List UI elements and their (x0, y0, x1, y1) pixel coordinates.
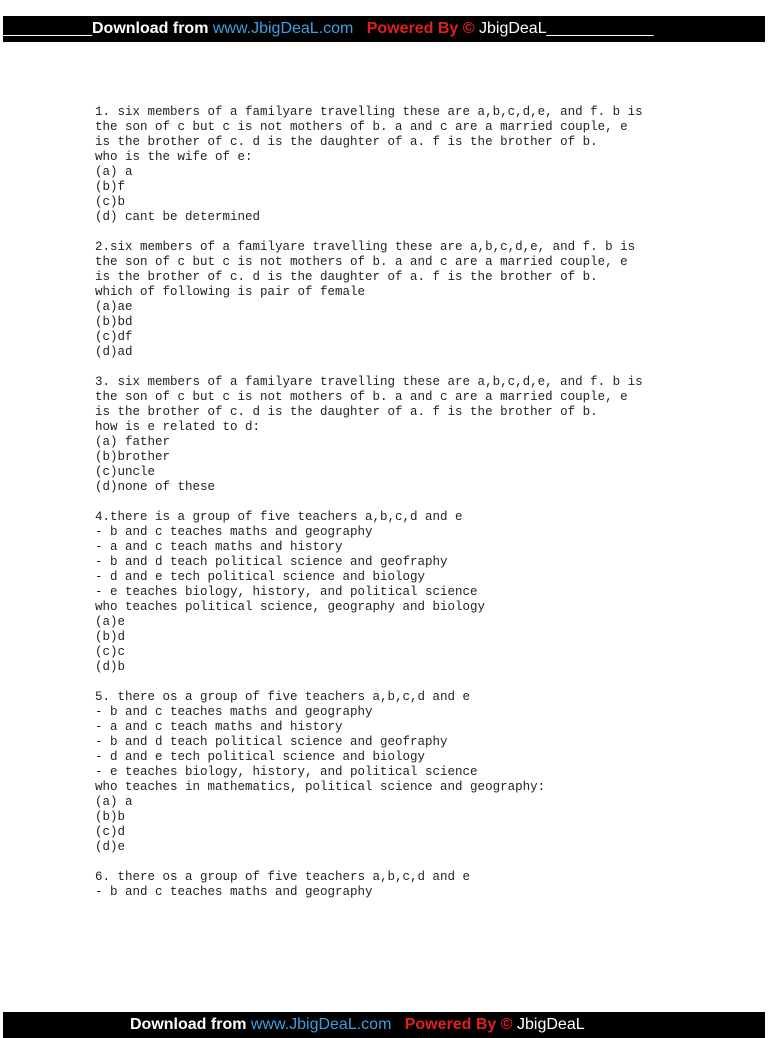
question-line: (d)none of these (95, 480, 216, 494)
question-line: (a) a (95, 165, 133, 179)
banner-trailing-underscores: ____________ (546, 20, 654, 37)
banner-powered-by: Powered By © (366, 20, 475, 37)
question-line: who teaches in mathematics, political science and geography: (95, 780, 546, 794)
question-line: which of following is pair of female (95, 285, 366, 299)
question-line: is the brother of c. d is the daughter of a. f is the brother of b. (95, 405, 598, 419)
question-block (95, 510, 735, 675)
question-line: (a) a (95, 795, 133, 809)
question-block (95, 375, 735, 495)
banner-brand: JbigDeaL (474, 20, 547, 37)
question-line: (c)c (95, 645, 126, 659)
question-line: 3. six members of a familyare travelling these are a,b,c,d,e, and f. b is (95, 375, 643, 389)
question-line: (a) father (95, 435, 171, 449)
question-line: (b)brother (95, 450, 171, 464)
question-block (95, 105, 735, 225)
question-block (95, 870, 735, 900)
question-line: (d) cant be determined (95, 210, 261, 224)
question-line: who is the wife of e: (95, 150, 253, 164)
question-line: is the brother of c. d is the daughter of a. f is the brother of b. (95, 135, 598, 149)
banner-url-link[interactable]: www.JbigDeaL.com (212, 20, 354, 37)
question-line: who teaches political science, geography and biology (95, 600, 486, 614)
banner-powered-by: Powered By © (404, 1016, 513, 1033)
question-line: is the brother of c. d is the daughter of a. f is the brother of b. (95, 270, 598, 284)
question-line: how is e related to d: (95, 420, 261, 434)
question-line: - b and d teach political science and geofraphy (95, 555, 448, 569)
question-line: (a)e (95, 615, 126, 629)
download-banner-bottom (3, 1012, 765, 1038)
banner-brand: JbigDeaL (512, 1016, 585, 1033)
question-line: (a)ae (95, 300, 133, 314)
question-line: (d)ad (95, 345, 133, 359)
question-line: (c)df (95, 330, 133, 344)
question-line: (c)uncle (95, 465, 156, 479)
question-line: (b)b (95, 810, 126, 824)
banner-download-text: Download from (130, 1016, 251, 1033)
question-block (95, 240, 735, 360)
question-line: (b)d (95, 630, 126, 644)
question-line: the son of c but c is not mothers of b. a and c are a married couple, e (95, 120, 628, 134)
question-line: - b and c teaches maths and geography (95, 885, 373, 899)
banner-download-text: Download from (91, 20, 213, 37)
question-line: (d)e (95, 840, 126, 854)
question-line: - e teaches biology, history, and political science (95, 585, 478, 599)
question-line: - d and e tech political science and biology (95, 750, 426, 764)
question-line: 4.there is a group of five teachers a,b,c,d and e (95, 510, 463, 524)
question-line: - b and d teach political science and geofraphy (95, 735, 448, 749)
question-line: 2.six members of a familyare travelling these are a,b,c,d,e, and f. b is (95, 240, 636, 254)
question-line: - b and c teaches maths and geography (95, 525, 373, 539)
question-line: the son of c but c is not mothers of b. a and c are a married couple, e (95, 255, 628, 269)
download-banner-top (3, 16, 765, 42)
question-block (95, 690, 735, 855)
question-line: (b)f (95, 180, 126, 194)
question-line: (c)d (95, 825, 126, 839)
question-line: 6. there os a group of five teachers a,b,c,d and e (95, 870, 471, 884)
question-line: the son of c but c is not mothers of b. a and c are a married couple, e (95, 390, 628, 404)
question-line: - d and e tech political science and biology (95, 570, 426, 584)
question-line: - a and c teach maths and history (95, 720, 343, 734)
question-line: 1. six members of a familyare travelling these are a,b,c,d,e, and f. b is (95, 105, 643, 119)
question-line: 5. there os a group of five teachers a,b,c,d and e (95, 690, 471, 704)
banner-leading-underscores: __________ (3, 20, 92, 37)
question-line: - b and c teaches maths and geography (95, 705, 373, 719)
question-line: - e teaches biology, history, and political science (95, 765, 478, 779)
question-line: (c)b (95, 195, 126, 209)
question-line: - a and c teach maths and history (95, 540, 343, 554)
document-body (95, 105, 735, 915)
question-line: (b)bd (95, 315, 133, 329)
banner-url-link[interactable]: www.JbigDeaL.com (250, 1016, 392, 1033)
question-line: (d)b (95, 660, 126, 674)
